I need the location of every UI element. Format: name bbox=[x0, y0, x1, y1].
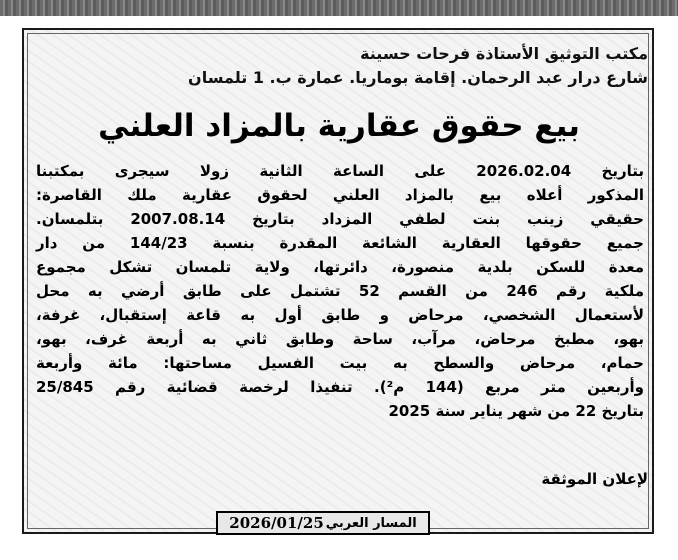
body-line-8: بهو، مطبخ مرحاض، مرآب، ساحة وطابق ثاني به أربعة غرف، بهو، bbox=[36, 330, 644, 348]
publication-name: المسار العربي bbox=[325, 515, 417, 531]
body-line-10: وأربعين متر مربع (144 م²). تنفيذا لرخصة قضائية رقم 25/845 bbox=[36, 378, 644, 396]
body-line-3: حقيقي زينب بنت لطفي المزداد بتاريخ 2007.08.14 بتلمسان. bbox=[36, 210, 644, 228]
body-line-9: حمام، مرحاض والسطح به بيت الفسيل مساحتها: مائة وأربعة bbox=[36, 354, 644, 372]
notice-title: بيع حقوق عقارية بالمزاد العلني bbox=[98, 108, 580, 144]
office-address: شارع درار عبد الرحمان. إقامة بوماريا. عمارة ب. 1 تلمسان bbox=[188, 68, 648, 87]
body-line-2: المذكور أعلاه بيع بالمزاد العلني لحقوق عقارية ملك القاصرة: bbox=[36, 186, 644, 204]
body-line-11: بتاريخ 22 من شهر يناير سنة 2025 bbox=[388, 402, 644, 420]
body-line-1: بتاريخ 2026.02.04 على الساعة الثانية زولا سيجرى بمكتبنا bbox=[36, 162, 644, 180]
publication-date: 2026/01/25 bbox=[229, 514, 324, 532]
body-line-7: لأستعمال الشخصي، مرحاض و طابق أول به قاعة إستقبال، غرفة، bbox=[36, 306, 644, 324]
notary-signature: لإعلان الموثقة bbox=[541, 470, 648, 488]
office-name: مكتب التوثيق الأستاذة فرحات حسينة bbox=[360, 44, 648, 63]
body-line-4: جميع حقوقها العقارية الشائعة المقدرة بنسبة 144/23 من دار bbox=[36, 234, 644, 252]
body-line-6: ملكية رقم 246 من القسم 52 تشتمل على طابق أرضي به محل bbox=[36, 282, 644, 300]
publication-box bbox=[216, 511, 430, 535]
scan-top-edge bbox=[0, 0, 678, 16]
body-line-5: معدة للسكن بلدية منصورة، دائرتها، ولاية تلمسان تشكل مجموع bbox=[36, 258, 644, 276]
